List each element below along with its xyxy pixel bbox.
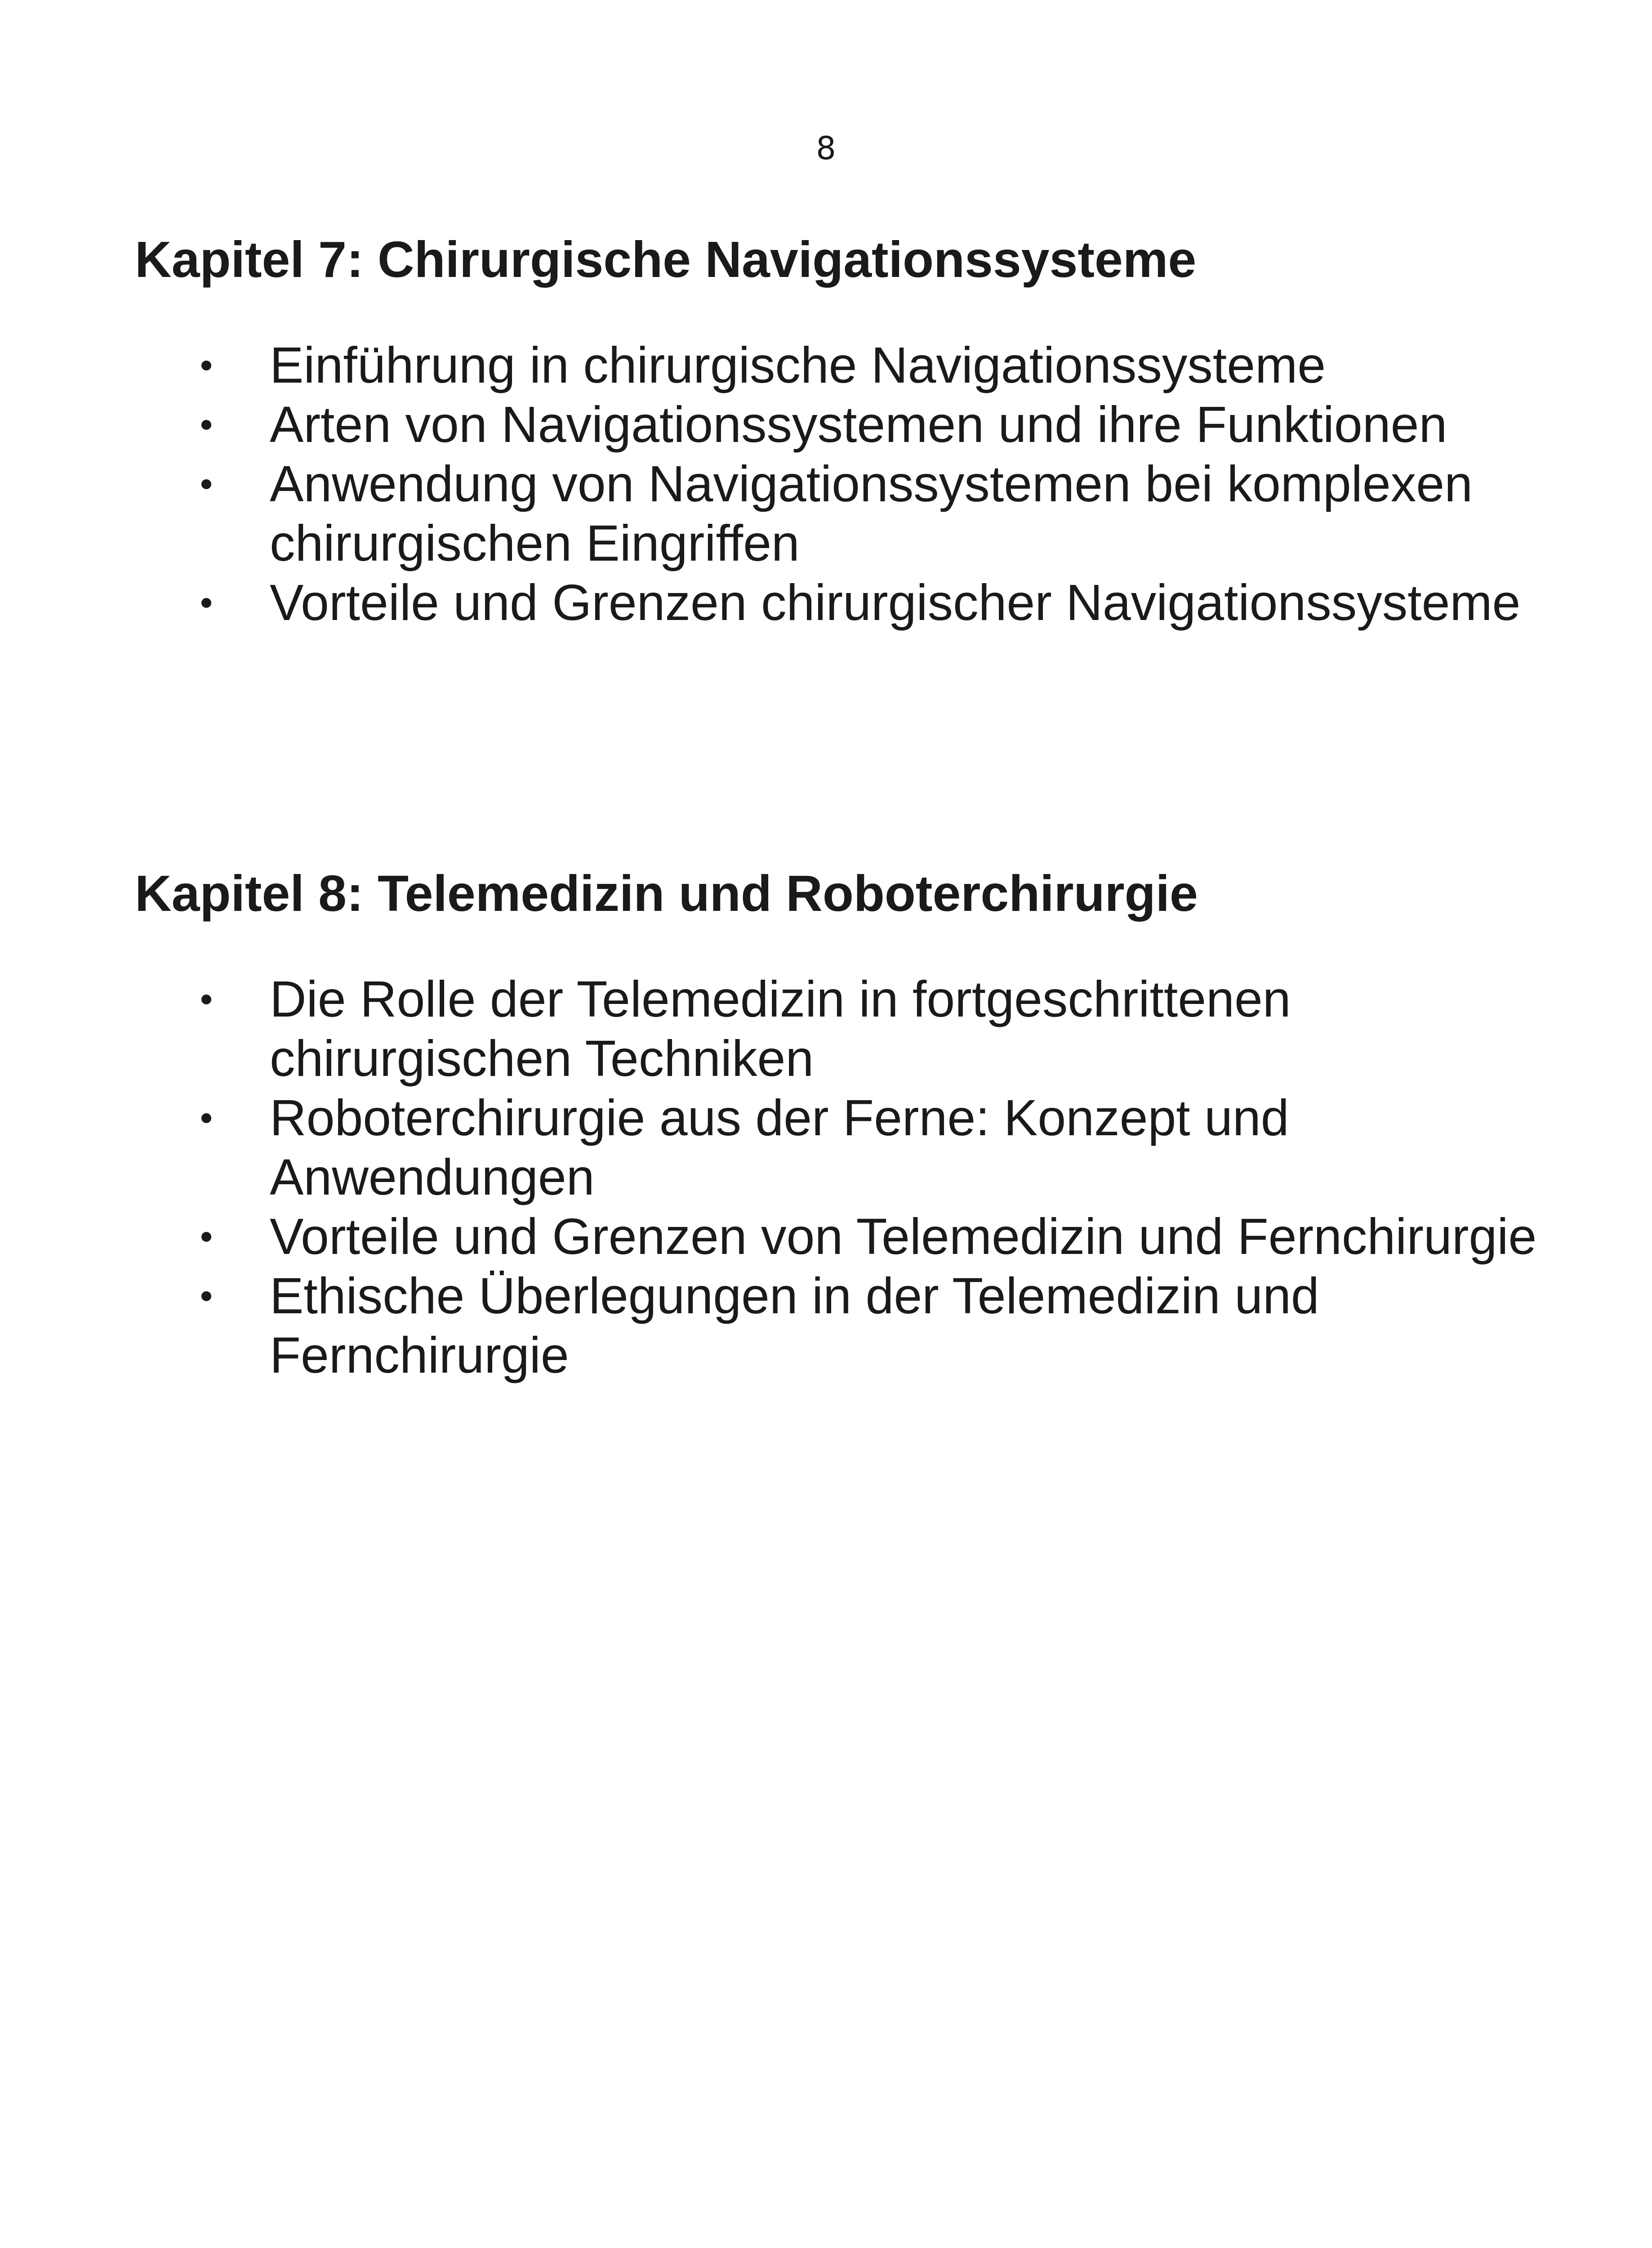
list-item [135, 969, 1555, 1088]
chapter-7-section [135, 229, 1551, 632]
page-number: 8 [816, 130, 836, 167]
bullet-icon [201, 598, 211, 608]
bullet-icon [201, 995, 211, 1004]
list-item [135, 335, 1555, 395]
chapter-8-section [135, 863, 1551, 1385]
list-item [135, 573, 1555, 632]
bullet-icon [201, 420, 211, 430]
list-item-text: Vorteile und Grenzen chirurgischer Navigationssysteme [270, 574, 1521, 631]
list-item [135, 395, 1555, 454]
list-item-text: Vorteile und Grenzen von Telemedizin und Fernchirurgie [270, 1208, 1537, 1265]
list-item [135, 1088, 1555, 1207]
chapter-8-list [135, 969, 1551, 1385]
bullet-icon [201, 361, 211, 370]
bullet-icon [201, 479, 211, 489]
list-item-text: Die Rolle der Telemedizin in fortgeschrittenen chirurgischen Techniken [270, 970, 1291, 1087]
chapter-7-title: Kapitel 7: Chirurgische Navigationssysteme [135, 231, 1197, 288]
list-item-text: Anwendung von Navigationssystemen bei komplexen chirurgischen Eingriffen [270, 455, 1473, 571]
chapter-8-title: Kapitel 8: Telemedizin und Roboterchirurgie [135, 865, 1198, 922]
list-item-text: Einführung in chirurgische Navigationssysteme [270, 336, 1326, 393]
chapter-7-list [135, 335, 1551, 632]
bullet-icon [201, 1232, 211, 1242]
list-item-text: Roboterchirurgie aus der Ferne: Konzept und Anwendungen [270, 1089, 1289, 1205]
list-item-text: Arten von Navigationssystemen und ihre Funktionen [270, 396, 1447, 453]
bullet-icon [201, 1291, 211, 1301]
list-item-text: Ethische Überlegungen in der Telemedizin und Fernchirurgie [270, 1267, 1319, 1383]
bullet-icon [201, 1113, 211, 1123]
list-item [135, 1207, 1555, 1266]
list-item [135, 1266, 1555, 1385]
list-item [135, 454, 1555, 573]
